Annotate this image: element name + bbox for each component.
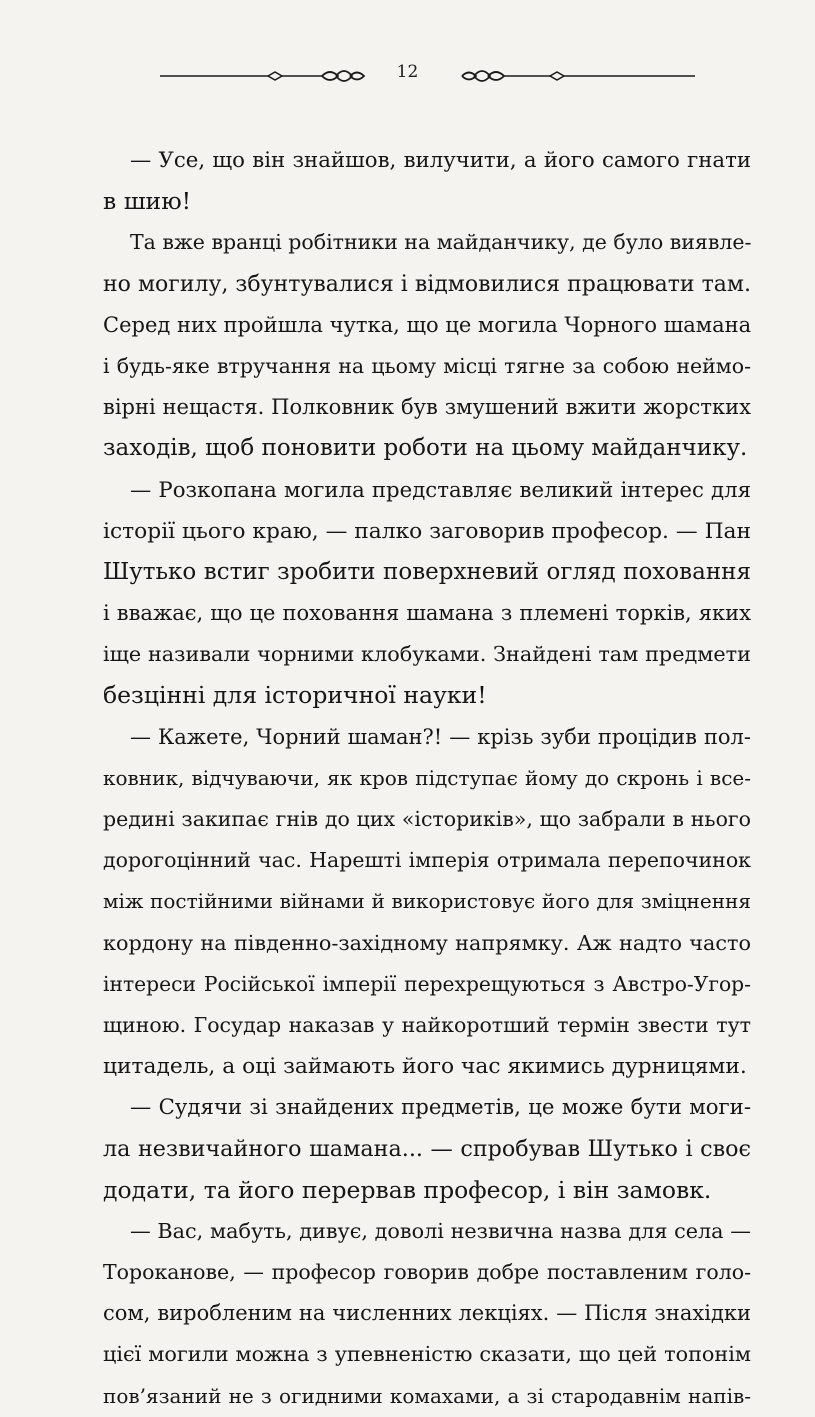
text-line: — Розкопана могила представляє великий інтерес для: [130, 477, 751, 503]
body-text: [103, 140, 751, 1417]
text-line: історії цього краю, — палко заговорив професор. — Пан: [103, 518, 751, 544]
text-line: Серед них пройшла чутка, що це могила Чорного шамана: [103, 312, 752, 337]
text-line: — Вас, мабуть, дивує, доволі незвична назва для села —: [130, 1218, 751, 1243]
text-line: цієї могили можна з упевненістю сказати, що цей топонім: [103, 1342, 751, 1367]
text-line: — Судячи зі знайдених предметів, це може бути моги-: [130, 1095, 751, 1121]
text-line: і вважає, що це поховання шамана з племені торків, яких: [103, 601, 751, 626]
text-line: дорогоцінний час. Нарешті імперія отримала перепочинок: [103, 848, 751, 873]
text-line: но могилу, збунтувалися і відмовилися працювати там.: [103, 271, 751, 297]
text-line: сом, виробленим на численних лекціях. — Після знахідки: [103, 1301, 751, 1326]
text-line: заходів, щоб поновити роботи на цьому майданчику.: [103, 435, 748, 462]
text-line: інтереси Російської імперії перехрещуються з Австро-Угор-: [103, 971, 751, 996]
text-line: — Усе, що він знайшов, вилучити, а його самого гнати: [130, 148, 751, 173]
text-line: цитадель, а оці займають його час якимись дурницями.: [103, 1054, 747, 1080]
text-line: — Кажете, Чорний шаман?! — крізь зуби процідив пол-: [130, 724, 751, 749]
page-header: [0, 52, 815, 100]
text-line: редині закипає гнів до цих «істориків», що забрали в нього: [103, 807, 751, 831]
text-line: пов’язаний не з огидними комахами, а зі стародавнім напів-: [103, 1383, 751, 1408]
page-number: 12: [396, 62, 419, 82]
text-line: Шутько встиг зробити поверхневий огляд поховання: [103, 558, 751, 585]
text-line: щиною. Государ наказав у найкоротший термін звести тут: [103, 1012, 751, 1037]
text-line: Тороканове, — професор говорив добре поставленим голо-: [103, 1260, 751, 1285]
text-line: додати, та його перервав професор, і він замовк.: [103, 1175, 712, 1204]
text-line: вірні нещастя. Полковник був змушений вжити жорстких: [103, 395, 751, 420]
text-line: іще називали чорними клобуками. Знайдені там предмети: [103, 642, 751, 667]
text-line: кордону на південно-західному напрямку. Аж надто часто: [103, 930, 751, 955]
text-line: ковник, відчуваючи, як кров підступає йому до скронь і все-: [103, 765, 751, 790]
text-line: між постійними війнами й використовує його для зміцнення: [103, 889, 751, 914]
text-line: ла незвичайного шамана... — спробував Шутько і своє: [103, 1135, 751, 1162]
text-line: безцінні для історичної науки!: [103, 681, 487, 710]
text-line: і будь-яке втручання на цьому місці тягне за собою неймо-: [103, 353, 751, 378]
text-line: Та вже вранці робітники на майданчику, де було виявле-: [130, 230, 752, 255]
text-line: в шию!: [103, 187, 192, 216]
